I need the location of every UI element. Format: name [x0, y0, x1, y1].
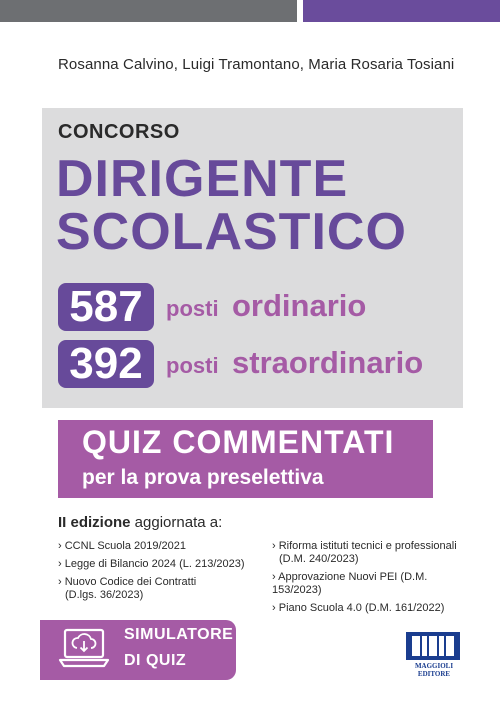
- posts-word: posti: [166, 296, 219, 321]
- simulator-label-1: SIMULATORE: [124, 626, 234, 643]
- list-item: [272, 540, 477, 566]
- top-bar-purple: [303, 0, 500, 22]
- updates-list-right: [272, 540, 477, 620]
- list-item-text: › Nuovo Codice dei Contratti: [58, 576, 258, 589]
- posts-number-straordinario: 392: [58, 340, 154, 388]
- posts-type-ordinario: ordinario: [232, 288, 367, 323]
- list-item-text: › Legge di Bilancio 2024 (L. 213/2023): [58, 558, 258, 571]
- list-item-text: › Riforma istituti tecnici e professionali: [272, 540, 477, 553]
- list-item: [272, 602, 477, 615]
- posts-type-straordinario: straordinario: [232, 345, 424, 380]
- list-item: [272, 571, 477, 597]
- posts-number-ordinario: 587: [58, 283, 154, 331]
- edition-rest: aggiornata a:: [130, 514, 223, 531]
- kicker: CONCORSO: [58, 121, 180, 143]
- list-item: [58, 576, 258, 602]
- publisher-name-line-2: EDITORE: [417, 670, 451, 678]
- posts-word: posti: [166, 353, 219, 378]
- edition-number: II edizione: [58, 514, 131, 531]
- laptop-cloud-download-icon: [58, 626, 110, 674]
- title-line-1: DIRIGENTE: [56, 150, 349, 208]
- top-bar-grey: [0, 0, 297, 22]
- title-line-2: SCOLASTICO: [56, 203, 407, 261]
- edition-line: [58, 514, 222, 531]
- list-item-text: › CCNL Scuola 2019/2021: [58, 540, 258, 553]
- updates-list-left: [58, 540, 258, 607]
- list-item-text: › Approvazione Nuovi PEI (D.M. 153/2023): [272, 571, 477, 597]
- simulator-label-2: DI QUIZ: [124, 652, 187, 669]
- authors: Rosanna Calvino, Luigi Tramontano, Maria Rosaria Tosiani: [58, 56, 455, 73]
- list-item-subtext: (D.lgs. 36/2023): [65, 589, 144, 601]
- publisher-name: [404, 662, 464, 678]
- list-item: [58, 558, 258, 571]
- publisher-name-line-1: MAGGIOLI: [414, 662, 454, 670]
- quiz-title: QUIZ COMMENTATI: [82, 424, 395, 460]
- quiz-subtitle: per la prova preselettiva: [82, 466, 324, 489]
- list-item-subtext: (D.M. 240/2023): [279, 553, 359, 565]
- list-item-text: › Piano Scuola 4.0 (D.M. 161/2022): [272, 602, 477, 615]
- list-item: [58, 540, 258, 553]
